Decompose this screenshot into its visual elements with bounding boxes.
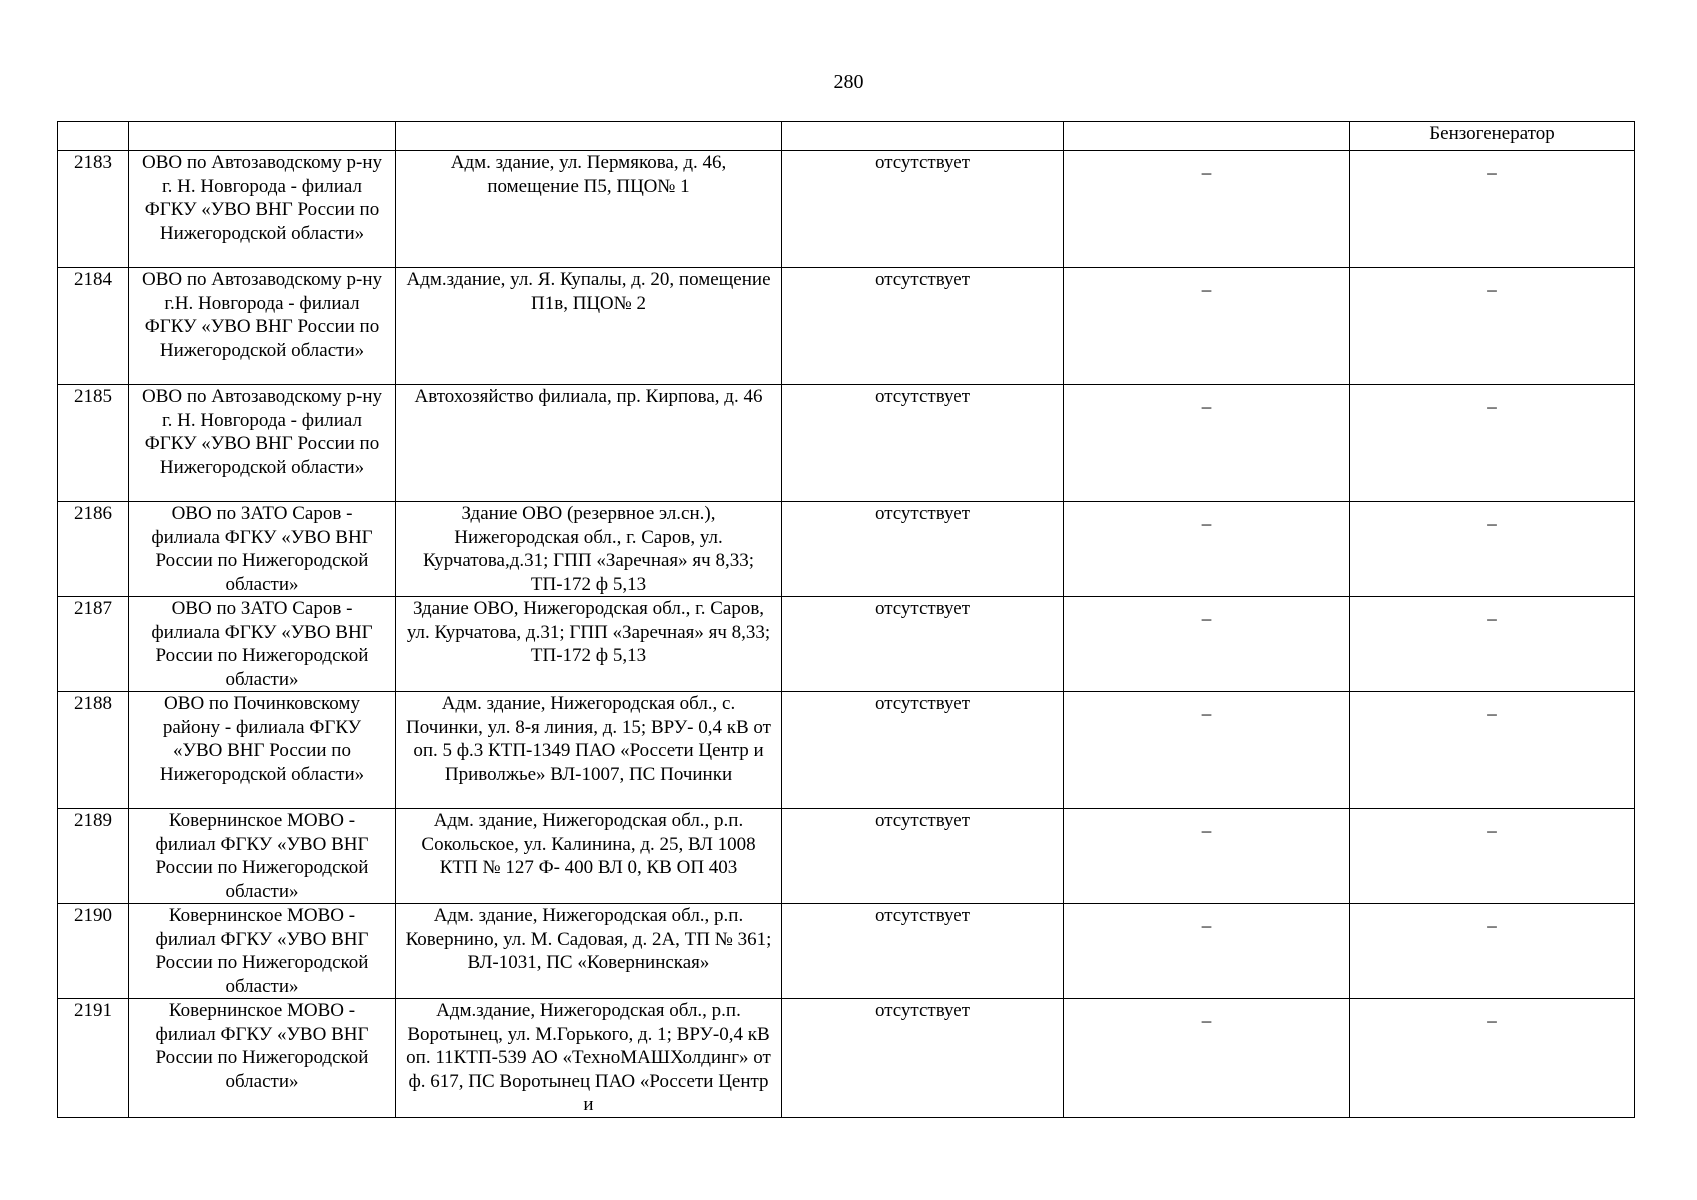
empty-value-cell [1064, 502, 1350, 597]
header-cell [129, 122, 396, 151]
status-cell: отсутствует [782, 809, 1064, 904]
dash-mark: _ [1201, 507, 1212, 528]
empty-value-cell [1064, 692, 1350, 809]
empty-value-cell [1350, 502, 1635, 597]
empty-value-cell [1064, 809, 1350, 904]
empty-value-cell [1350, 597, 1635, 692]
status-cell: отсутствует [782, 151, 1064, 268]
address-cell: Адм.здание, ул. Я. Купалы, д. 20, помещение П1в, ПЦО№ 2 [396, 268, 782, 385]
dash-mark: _ [1487, 273, 1497, 294]
organization-cell: ОВО по ЗАТО Саров - филиала ФГКУ «УВО ВНГ России по Нижегородской области» [129, 597, 396, 692]
organization-cell: Ковернинское МОВО - филиал ФГКУ «УВО ВНГ России по Нижегородской области» [129, 999, 396, 1118]
dash-mark: _ [1201, 156, 1212, 177]
empty-value-cell [1064, 151, 1350, 268]
table-row [58, 999, 1635, 1118]
dash-mark: _ [1487, 697, 1497, 718]
status-cell: отсутствует [782, 904, 1064, 999]
row-number: 2190 [58, 904, 129, 999]
address-cell: Адм. здание, Нижегородская обл., р.п. Сокольское, ул. Калинина, д. 25, ВЛ 1008 КТП № 127 Ф- 400 ВЛ 0, КВ ОП 403 [396, 809, 782, 904]
table-row [58, 597, 1635, 692]
dash-mark: _ [1487, 1004, 1497, 1025]
row-number: 2189 [58, 809, 129, 904]
empty-value-cell [1350, 692, 1635, 809]
page-number: 280 [833, 71, 864, 93]
table-row [58, 692, 1635, 809]
row-number: 2191 [58, 999, 129, 1118]
status-cell: отсутствует [782, 268, 1064, 385]
address-cell: Здание ОВО, Нижегородская обл., г. Саров, ул. Курчатова, д.31; ГПП «Заречная» яч 8,33; ТП-172 ф 5,13 [396, 597, 782, 692]
row-number: 2185 [58, 385, 129, 502]
row-number: 2187 [58, 597, 129, 692]
header-cell [1064, 122, 1350, 151]
data-table [57, 121, 1635, 1118]
empty-value-cell [1350, 904, 1635, 999]
header-cell [58, 122, 129, 151]
empty-value-cell [1350, 809, 1635, 904]
address-cell: Адм. здание, Нижегородская обл., с. Починки, ул. 8-я линия, д. 15; ВРУ- 0,4 кВ от оп. 5 ф.3 КТП-1349 ПАО «Россети Центр и Приволжье» ВЛ-1007, ПС Починки [396, 692, 782, 809]
status-cell: отсутствует [782, 597, 1064, 692]
organization-cell: ОВО по Автозаводскому р-ну г.Н. Новгорода - филиал ФГКУ «УВО ВНГ России по Нижегородской области» [129, 268, 396, 385]
organization-cell: ОВО по Автозаводскому р-ну г. Н. Новгорода - филиал ФГКУ «УВО ВНГ России по Нижегородской области» [129, 151, 396, 268]
dash-mark: _ [1487, 507, 1497, 528]
table-row [58, 385, 1635, 502]
address-cell: Адм.здание, Нижегородская обл., р.п. Воротынец, ул. М.Горького, д. 1; ВРУ-0,4 кВ оп. 11КТП-539 АО «ТехноМАШХолдинг» от ф. 617, ПС Воротынец ПАО «Россети Центр и [396, 999, 782, 1118]
address-cell: Адм. здание, ул. Пермякова, д. 46, помещение П5, ПЦО№ 1 [396, 151, 782, 268]
header-cell [396, 122, 782, 151]
address-cell: Автохозяйство филиала, пр. Кирпова, д. 46 [396, 385, 782, 502]
status-cell: отсутствует [782, 692, 1064, 809]
table-row [58, 809, 1635, 904]
table-row [58, 502, 1635, 597]
row-number: 2186 [58, 502, 129, 597]
organization-cell: ОВО по ЗАТО Саров - филиала ФГКУ «УВО ВНГ России по Нижегородской области» [129, 502, 396, 597]
empty-value-cell [1064, 385, 1350, 502]
dash-mark: _ [1487, 156, 1497, 177]
dash-mark: _ [1201, 602, 1212, 623]
dash-mark: _ [1487, 602, 1497, 623]
organization-cell: ОВО по Починковскому району - филиала ФГКУ «УВО ВНГ России по Нижегородской области» [129, 692, 396, 809]
empty-value-cell [1064, 904, 1350, 999]
empty-value-cell [1350, 385, 1635, 502]
empty-value-cell [1350, 999, 1635, 1118]
header-cell [782, 122, 1064, 151]
organization-cell: ОВО по Автозаводскому р-ну г. Н. Новгорода - филиал ФГКУ «УВО ВНГ России по Нижегородской области» [129, 385, 396, 502]
table-row [58, 268, 1635, 385]
dash-mark: _ [1487, 909, 1497, 930]
dash-mark: _ [1487, 390, 1497, 411]
table-row [58, 904, 1635, 999]
empty-value-cell [1350, 268, 1635, 385]
address-cell: Здание ОВО (резервное эл.сн.), Нижегородская обл., г. Саров, ул. Курчатова,д.31; ГПП «Заречная» яч 8,33; ТП-172 ф 5,13 [396, 502, 782, 597]
status-cell: отсутствует [782, 385, 1064, 502]
empty-value-cell [1350, 151, 1635, 268]
table-row [58, 151, 1635, 268]
dash-mark: _ [1201, 697, 1212, 718]
row-number: 2184 [58, 268, 129, 385]
table-header-row [58, 122, 1635, 151]
organization-cell: Ковернинское МОВО - филиал ФГКУ «УВО ВНГ России по Нижегородской области» [129, 809, 396, 904]
dash-mark: _ [1201, 273, 1212, 294]
dash-mark: _ [1201, 814, 1212, 835]
empty-value-cell [1064, 268, 1350, 385]
header-cell-generator: Бензогенератор [1350, 122, 1635, 151]
row-number: 2183 [58, 151, 129, 268]
dash-mark: _ [1201, 390, 1212, 411]
dash-mark: _ [1487, 814, 1497, 835]
status-cell: отсутствует [782, 999, 1064, 1118]
address-cell: Адм. здание, Нижегородская обл., р.п. Ковернино, ул. М. Садовая, д. 2А, ТП № 361; ВЛ-1031, ПС «Ковернинская» [396, 904, 782, 999]
dash-mark: _ [1201, 1004, 1212, 1025]
row-number: 2188 [58, 692, 129, 809]
empty-value-cell [1064, 597, 1350, 692]
dash-mark: _ [1201, 909, 1212, 930]
organization-cell: Ковернинское МОВО - филиал ФГКУ «УВО ВНГ России по Нижегородской области» [129, 904, 396, 999]
empty-value-cell [1064, 999, 1350, 1118]
status-cell: отсутствует [782, 502, 1064, 597]
